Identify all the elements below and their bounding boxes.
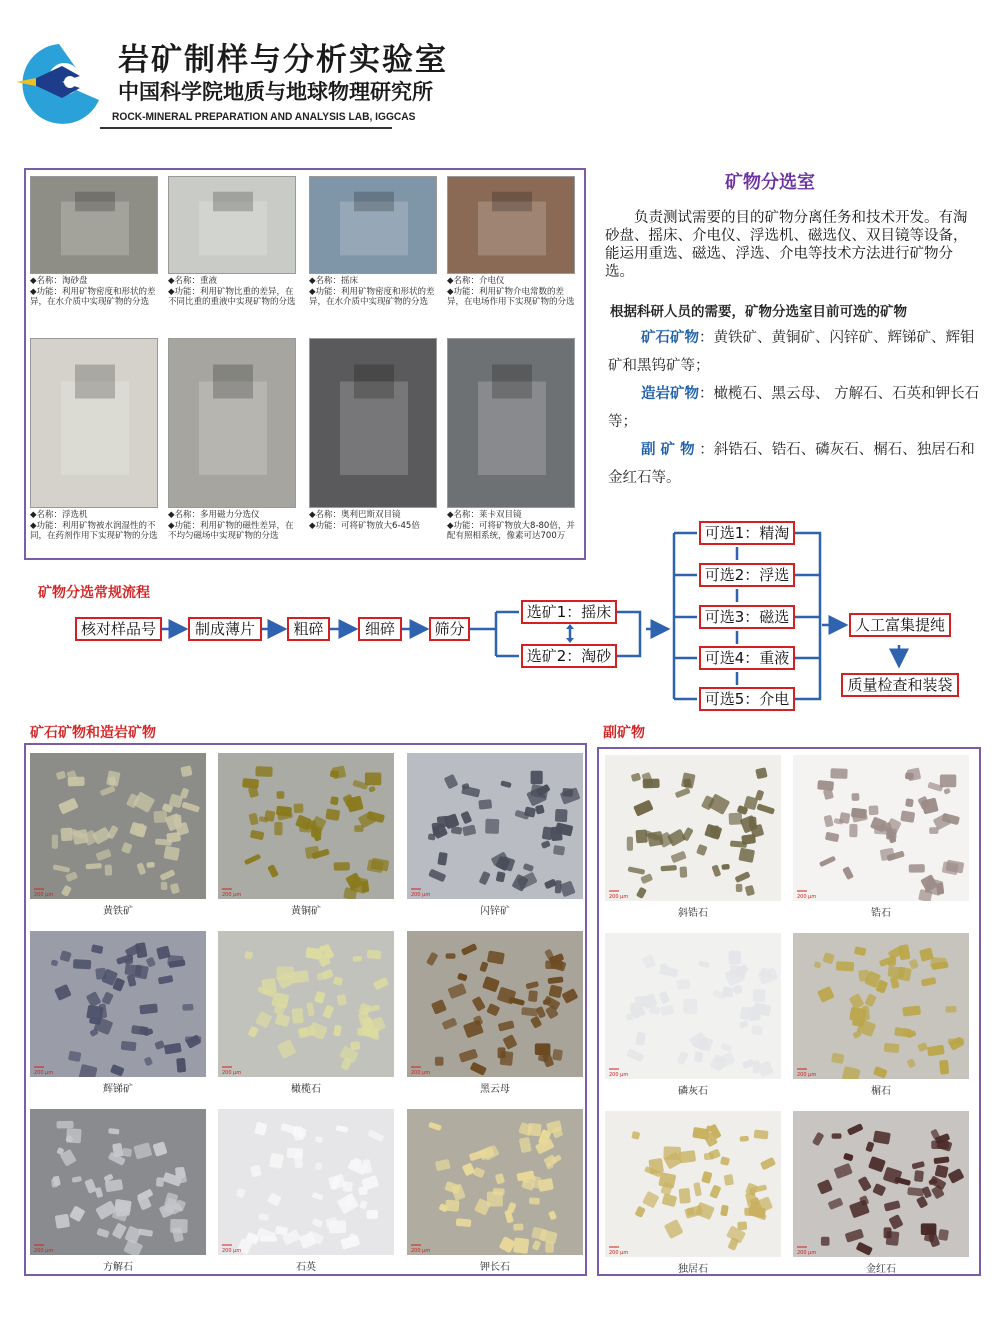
mineral-name: 橄榄石 [291, 1084, 321, 1095]
scale-bar-label: 200 μm [34, 892, 54, 898]
equipment-function: ◆功能：利用矿物的磁性差异，在不均匀磁场中实现矿物的分选 [168, 520, 294, 541]
mineral-sample [30, 753, 206, 917]
equipment-photo [447, 176, 575, 274]
equipment-name: ◆名称：莱卡双目镜 [447, 510, 522, 520]
equipment-photo [309, 338, 437, 508]
equipment-photo [168, 176, 296, 274]
mineral-name: 锆石 [871, 908, 891, 919]
flow-step-sieving: 筛分 [429, 617, 470, 641]
iggcas-logo-icon [10, 38, 108, 126]
mineral-name: 独居石 [678, 1264, 708, 1275]
scale-bar-label: 200 μm [411, 1248, 431, 1254]
equipment-function: ◆功能：可将矿物放大6-45倍 [309, 520, 420, 531]
category-label: 副 矿 物 [641, 442, 695, 458]
accessory-minerals-panel [597, 747, 981, 1276]
category-label: 矿石矿物 [641, 330, 699, 346]
mineral-micrograph [30, 931, 206, 1077]
mineral-sample [30, 1109, 206, 1273]
equipment-function: ◆功能：利用矿物密度和形状的差异，在水介质中实现矿物的分选 [30, 286, 156, 307]
mineral-micrograph [30, 753, 206, 899]
equipment-caption [309, 276, 437, 308]
equipment-name: ◆名称：浮选机 [30, 510, 88, 520]
header-rule [100, 127, 392, 129]
mineral-sample [218, 1109, 394, 1273]
equipment-photo [447, 338, 575, 508]
equipment-caption [447, 276, 575, 308]
category-text: ：斜锆石、锆石、磷灰石、榍石、独居石和金红石等。 [608, 442, 975, 486]
equipment-name: ◆名称：介电仪 [447, 276, 505, 286]
flow-branch-panning: 选矿2：淘砂 [521, 644, 617, 668]
equipment-photo [30, 176, 158, 274]
mineral-sample [407, 753, 583, 917]
mineral-name: 方解石 [103, 1262, 133, 1273]
mineral-micrograph [407, 931, 583, 1077]
flow-option-fine-panning: 可选1：精淘 [699, 521, 795, 545]
intro-paragraph: 负责测试需要的目的矿物分离任务和技术开发。有淘砂盘、摇床、介电仪、浮选机、磁选仪、双目镜等设备，能运用重选、磁选、浮选、介电等技术方法进行矿物分选。 [605, 210, 968, 280]
category-text: ：黄铁矿、黄铜矿、闪锌矿、辉锑矿、辉钼矿和黑钨矿等； [608, 330, 975, 374]
scale-bar-label: 200 μm [411, 1070, 431, 1076]
scale-bar-label: 200 μm [609, 894, 629, 900]
mineral-sample [218, 931, 394, 1095]
equipment-function: ◆功能：可将矿物放大8-80倍，并配有照相系统，像素可达700万 [447, 520, 575, 541]
category-rock-forming-minerals [608, 380, 980, 436]
mineral-sample [407, 1109, 583, 1273]
scale-bar-label: 200 μm [797, 894, 817, 900]
mineral-micrograph [218, 931, 394, 1077]
mineral-sample [218, 753, 394, 917]
flow-final-quality-check: 质量检查和装袋 [841, 673, 959, 697]
equipment-name: ◆名称：重液 [168, 276, 218, 286]
mineral-micrograph [407, 753, 583, 899]
scale-bar-label: 200 μm [609, 1072, 629, 1078]
mineral-sample [605, 933, 781, 1097]
equipment-name: ◆名称：奥利巴斯双目镜 [309, 510, 401, 520]
mineral-name: 石英 [296, 1262, 316, 1273]
mineral-micrograph [218, 1109, 394, 1255]
equipment-name: ◆名称：摇床 [309, 276, 359, 286]
scale-bar-label: 200 μm [797, 1250, 817, 1256]
equipment-function: ◆功能：利用矿物介电常数的差异，在电场作用下实现矿物的分选 [447, 286, 575, 307]
mineral-name: 黄铁矿 [103, 906, 133, 917]
flow-step-fine-crush: 细碎 [358, 617, 402, 641]
flow-option-flotation: 可选2：浮选 [699, 563, 795, 587]
mineral-sample [30, 931, 206, 1095]
mineral-name: 榍石 [871, 1086, 891, 1097]
mineral-micrograph [218, 753, 394, 899]
mineral-sample [605, 1111, 781, 1275]
scale-bar-label: 200 μm [222, 1070, 242, 1076]
mineral-name: 辉锑矿 [103, 1084, 133, 1095]
category-accessory-minerals [608, 436, 980, 492]
flow-step-coarse-crush: 粗碎 [287, 617, 330, 641]
flow-option-dielectric: 可选5：介电 [699, 687, 795, 711]
mineral-micrograph [605, 933, 781, 1079]
flow-step-thin-section: 制成薄片 [188, 617, 262, 641]
mineral-name: 闪锌矿 [480, 906, 510, 917]
flow-final-manual-purification: 人工富集提纯 [849, 613, 951, 637]
mineral-name: 金红石 [866, 1264, 896, 1275]
category-label: 造岩矿物 [641, 386, 699, 402]
mineral-sample [793, 1111, 969, 1275]
flow-option-heavy-liquid: 可选4：重液 [699, 646, 795, 670]
mineral-name: 磷灰石 [678, 1086, 708, 1097]
mineral-name: 黄铜矿 [291, 906, 321, 917]
section-title-mineral-separation: 矿物分选室 [725, 172, 815, 193]
mineral-name: 斜锆石 [678, 908, 708, 919]
scale-bar-label: 200 μm [222, 1248, 242, 1254]
scale-bar-label: 200 μm [222, 892, 242, 898]
category-ore-minerals [608, 324, 980, 380]
ore-minerals-panel [24, 743, 587, 1276]
mineral-micrograph [605, 755, 781, 901]
equipment-photo [309, 176, 437, 274]
mineral-sample [793, 755, 969, 919]
equipment-caption [30, 276, 158, 308]
flow-title: 矿物分选常规流程 [38, 585, 150, 601]
equipment-photo [30, 338, 158, 508]
mineral-name: 钾长石 [480, 1262, 510, 1273]
equipment-function: ◆功能：利用矿物被水润湿性的不同，在药剂作用下实现矿物的分选 [30, 520, 158, 541]
scale-bar-label: 200 μm [34, 1070, 54, 1076]
flow-step-check-sample: 核对样品号 [75, 617, 162, 641]
institute-name: 中国科学院地质与地球物理研究所 [118, 79, 433, 104]
equipment-name: ◆名称：多用磁力分选仪 [168, 510, 260, 520]
accessory-section-title: 副矿物 [603, 725, 645, 741]
lab-title: 岩矿制样与分析实验室 [118, 42, 448, 78]
mineral-micrograph [793, 1111, 969, 1257]
flow-option-magnetic: 可选3：磁选 [699, 605, 795, 629]
mineral-sample [793, 933, 969, 1097]
mineral-micrograph [793, 755, 969, 901]
scale-bar-label: 200 μm [411, 892, 431, 898]
mineral-micrograph [30, 1109, 206, 1255]
equipment-function: ◆功能：利用矿物密度和形状的差异，在水介质中实现矿物的分选 [309, 286, 435, 307]
equipment-panel [24, 168, 586, 560]
scale-bar-label: 200 μm [797, 1072, 817, 1078]
mineral-sample [407, 931, 583, 1095]
mineral-micrograph [407, 1109, 583, 1255]
category-text: ：橄榄石、黑云母、 方解石、石英和钾长石等； [608, 386, 980, 430]
lab-name-en: ROCK-MINERAL PREPARATION AND ANALYSIS LAB, IGGCAS [112, 111, 416, 123]
equipment-photo [168, 338, 296, 508]
mineral-name: 黑云母 [480, 1084, 510, 1095]
flow-branch-shaking-table: 选矿1：摇床 [521, 600, 617, 624]
scale-bar-label: 200 μm [34, 1248, 54, 1254]
scale-bar-label: 200 μm [609, 1250, 629, 1256]
intro-need-heading: 根据科研人员的需要，矿物分选室目前可选的矿物 [610, 304, 907, 320]
mineral-sample [605, 755, 781, 919]
equipment-caption [168, 276, 296, 308]
equipment-function: ◆功能：利用矿物比重的差异，在不同比重的重液中实现矿物的分选 [168, 286, 296, 307]
mineral-micrograph [793, 933, 969, 1079]
ore-section-title: 矿石矿物和造岩矿物 [30, 725, 156, 741]
mineral-micrograph [605, 1111, 781, 1257]
equipment-name: ◆名称：淘砂盘 [30, 276, 88, 286]
